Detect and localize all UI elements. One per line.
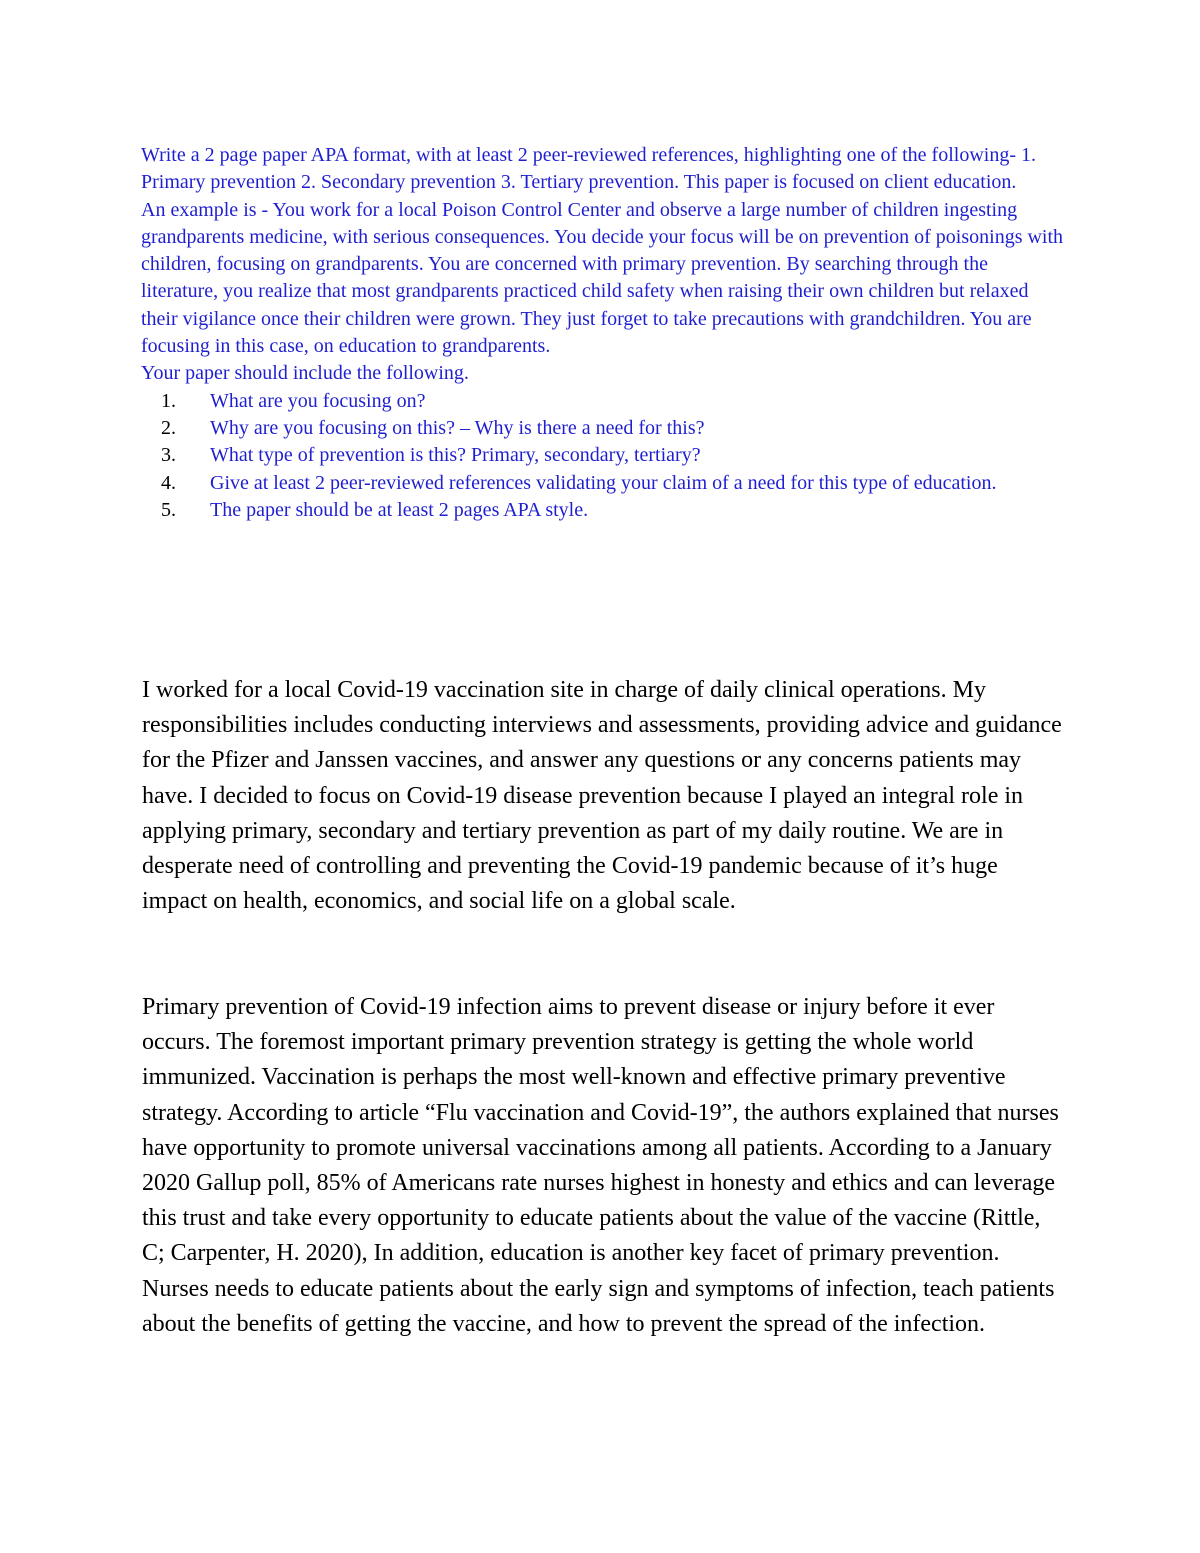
requirement-item-1: [141, 388, 1066, 415]
requirement-text: Why are you focusing on this? – Why is there a need for this?: [210, 416, 705, 439]
requirement-number: 2.: [161, 416, 176, 439]
requirement-text: What are you focusing on?: [210, 389, 426, 412]
assignment-instructions: [141, 142, 1066, 524]
instructions-example: An example is - You work for a local Poison Control Center and observe a large number of children ingesting grandparents medicine, with serious consequences. You decide your focus will be on prevention of poisonings with children, focusing on grandparents. You are concerned with primary prevention. By searching through the literature, you realize that most grandparents practiced child safety when raising their own children but relaxed their vigilance once their children were grown. They just forget to take precautions with grandchildren. You are focusing in this case, on education to grandparents.: [141, 198, 1064, 358]
instructions-intro: Write a 2 page paper APA format, with at least 2 peer-reviewed references, highlighting one of the following- 1. Primary prevention 2. Secondary prevention 3. Tertiary prevention. This paper is focused on client education.: [141, 144, 1036, 194]
requirement-text: What type of prevention is this? Primary, secondary, tertiary?: [210, 444, 701, 467]
requirement-number: 5.: [161, 498, 176, 521]
requirement-number: 4.: [161, 471, 176, 494]
requirement-text: Give at least 2 peer-reviewed references validating your claim of a need for this type of education.: [210, 471, 997, 494]
instructions-include-lead: Your paper should include the following.: [141, 362, 469, 385]
essay-paragraph-1: I worked for a local Covid-19 vaccination site in charge of daily clinical operations. My responsibilities includes conducting interviews and assessments, providing advice and guidance for the Pfizer and Janssen vaccines, and answer any questions or any concerns patients may have. I decided to focus on Covid-19 disease prevention because I played an integral role in applying primary, secondary and tertiary prevention as part of my daily routine. We are in desperate need of controlling and preventing the Covid-19 pandemic because of it’s huge impact on health, economics, and social life on a global scale.: [142, 677, 1062, 915]
requirement-number: 1.: [161, 389, 176, 412]
requirement-item-4: [141, 470, 1066, 497]
essay-paragraph-2: Primary prevention of Covid-19 infection aims to prevent disease or injury before it ever occurs. The foremost important primary prevention strategy is getting the whole world immunized. Vaccination is perhaps the most well-known and effective primary preventive strategy. According to article “Flu vaccination and Covid-19”, the authors explained that nurses have opportunity to promote universal vaccinations among all patients. According to a January 2020 Gallup poll, 85% of Americans rate nurses highest in honesty and ethics and can leverage this trust and take every opportunity to educate patients about the value of the vaccine (Rittle, C; Carpenter, H. 2020), In addition, education is another key facet of primary prevention. Nurses needs to educate patients about the early sign and symptoms of infection, teach patients about the benefits of getting the vaccine, and how to prevent the spread of the infection.: [142, 994, 1059, 1337]
requirement-item-3: [141, 442, 1066, 469]
requirements-list: [141, 388, 1066, 524]
requirement-item-2: [141, 415, 1066, 442]
requirement-item-5: [141, 497, 1066, 524]
requirement-text: The paper should be at least 2 pages APA style.: [210, 498, 589, 521]
requirement-number: 3.: [161, 444, 176, 467]
